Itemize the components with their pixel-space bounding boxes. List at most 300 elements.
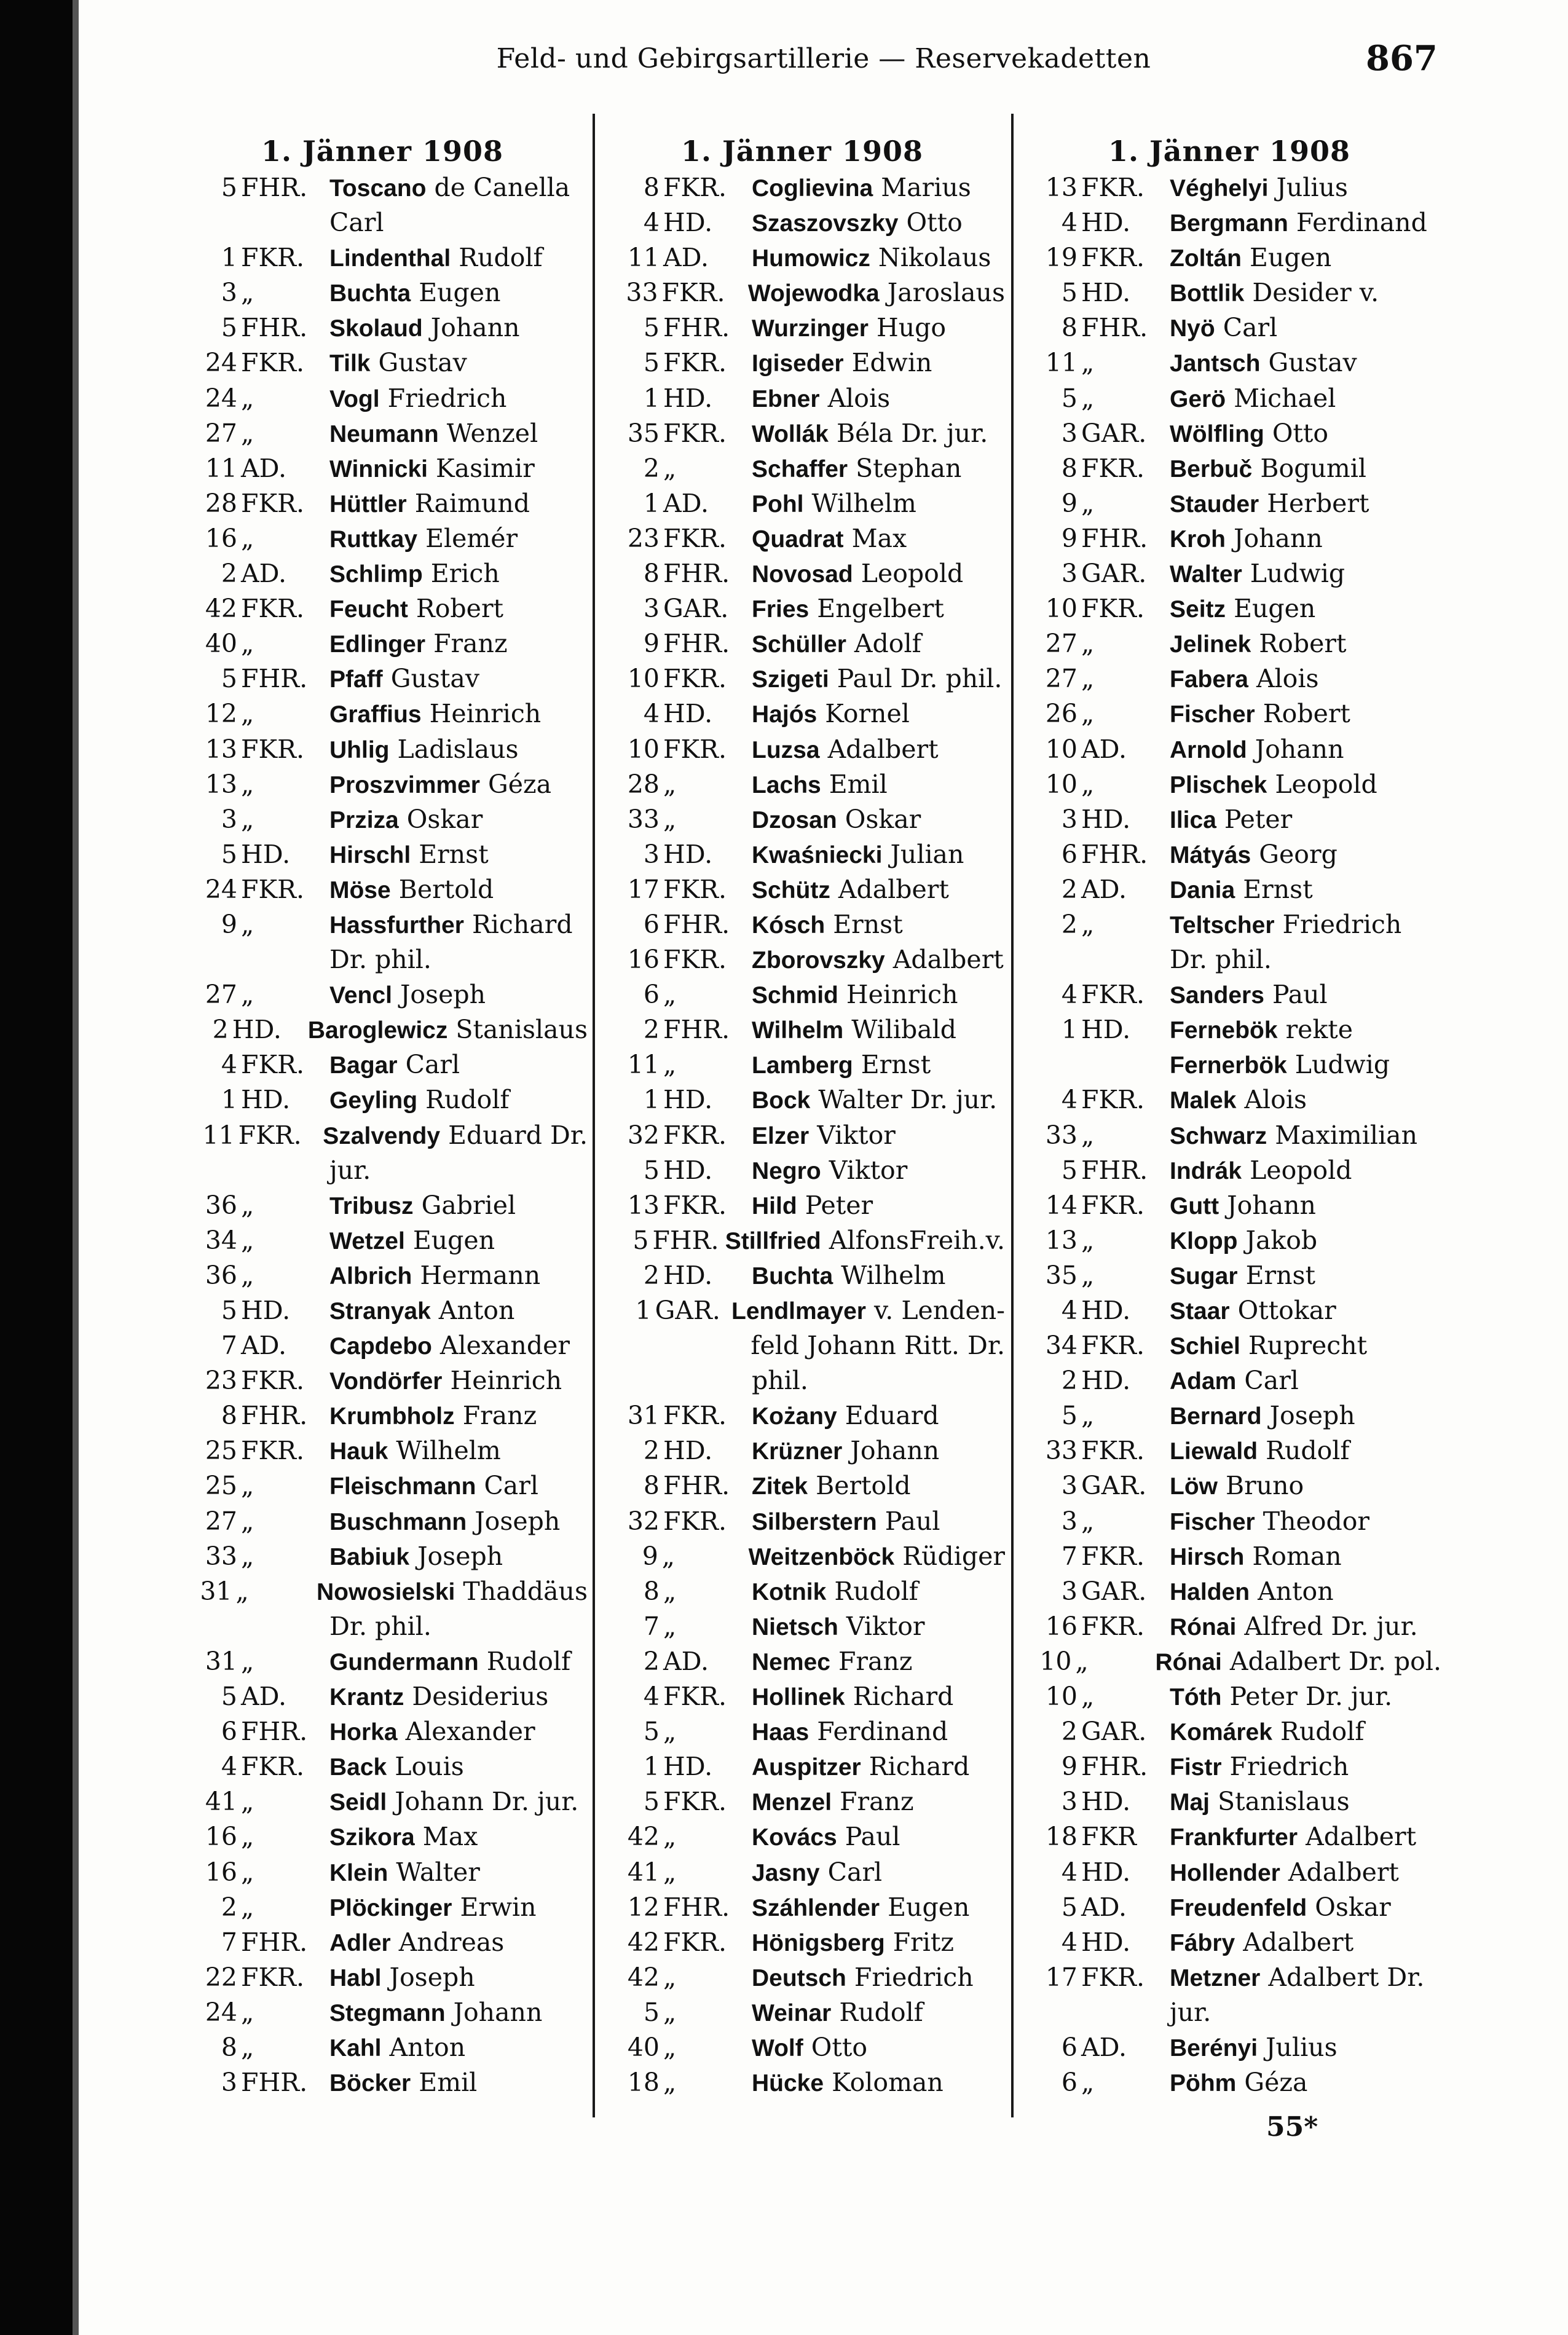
given-name: Raimund xyxy=(406,488,530,518)
signature-mark: 55* xyxy=(1266,2111,1318,2143)
list-item xyxy=(599,1995,1005,2030)
surname: Dania xyxy=(1170,876,1235,904)
person-name xyxy=(1170,661,1441,696)
unit-abbreviation: „ xyxy=(1081,1260,1095,1290)
list-item xyxy=(1017,345,1441,380)
person-name xyxy=(1170,1504,1441,1539)
regiment-number: 24 xyxy=(205,383,237,413)
regiment-number: 9 xyxy=(643,629,660,659)
person-name xyxy=(752,1118,1005,1153)
given-name: Ernst xyxy=(853,1050,931,1080)
given-name: Ottokar xyxy=(1229,1296,1336,1325)
surname: Tribusz xyxy=(329,1192,414,1219)
regiment-number: 1 xyxy=(643,383,660,413)
regiment-number: 9 xyxy=(1061,488,1078,518)
regiment-number: 9 xyxy=(221,909,237,939)
unit-abbreviation: „ xyxy=(241,383,254,413)
person-name xyxy=(752,416,1005,451)
given-name: Ferdinand xyxy=(809,1717,948,1747)
unit-abbreviation: FKR. xyxy=(663,1401,727,1431)
unit-abbreviation: FKR. xyxy=(661,278,725,308)
surname: Rónai xyxy=(1170,1613,1237,1640)
regiment-number: 31 xyxy=(627,1401,660,1431)
person-name xyxy=(752,1609,1005,1644)
given-name: Friedrich xyxy=(846,1962,974,1992)
surname: Schlimp xyxy=(329,561,423,588)
surname: Löw xyxy=(1170,1473,1218,1500)
list-item xyxy=(599,1574,1005,1609)
given-name: Richard xyxy=(463,909,573,939)
surname: Walter xyxy=(1170,561,1242,588)
surname: Frankfurter xyxy=(1170,1824,1298,1851)
list-item xyxy=(1017,1749,1441,1784)
column-rule xyxy=(593,114,595,2117)
list-item xyxy=(599,1328,1005,1363)
given-name: Oskar xyxy=(1307,1892,1391,1922)
unit-abbreviation: HD. xyxy=(1081,1296,1131,1325)
surname: Neumann xyxy=(329,420,439,447)
list-item xyxy=(1017,1714,1441,1749)
list-item xyxy=(1017,451,1441,486)
unit-abbreviation: FHR. xyxy=(663,313,730,343)
unit-abbreviation: „ xyxy=(1081,383,1095,413)
surname: Szalvendy xyxy=(323,1122,441,1149)
surname: Kovács xyxy=(752,1824,837,1851)
person-name xyxy=(329,486,588,521)
unit-abbreviation: „ xyxy=(1081,664,1095,694)
regiment-number: 32 xyxy=(627,1506,660,1536)
surname: Novosad xyxy=(752,561,853,588)
surname: Möse xyxy=(329,876,391,904)
unit-abbreviation: FKR. xyxy=(1081,1085,1144,1115)
person-name xyxy=(329,1398,588,1433)
person-name xyxy=(752,1047,1005,1082)
person-name xyxy=(752,732,1005,767)
given-name: Edwin xyxy=(843,348,932,378)
person-name xyxy=(329,591,588,626)
person-name xyxy=(752,2030,1005,2065)
regiment-number: 8 xyxy=(643,1471,660,1501)
surname: Kotnik xyxy=(752,1578,827,1605)
given-name: Gabriel xyxy=(413,1190,516,1220)
regiment-number: 5 xyxy=(221,173,237,202)
surname: Berényi xyxy=(1170,2034,1258,2061)
list-item xyxy=(177,1258,588,1293)
given-name: Richard xyxy=(861,1752,970,1782)
list-item xyxy=(1017,1960,1441,1995)
list-item xyxy=(177,2030,588,2065)
unit-abbreviation xyxy=(660,1363,752,1398)
given-name: Nikolaus xyxy=(870,243,991,273)
unit-abbreviation xyxy=(237,1609,329,1644)
given-name: Michael xyxy=(1226,383,1336,413)
given-name: Rudolf xyxy=(826,1576,918,1606)
surname: Klopp xyxy=(1170,1227,1238,1254)
given-name: Géza xyxy=(479,769,552,799)
list-item xyxy=(177,696,588,731)
given-name: Oskar xyxy=(398,804,483,834)
unit-abbreviation: FHR. xyxy=(663,1015,730,1045)
person-name xyxy=(752,205,1005,240)
person-name xyxy=(329,907,588,942)
regiment-number: 3 xyxy=(1061,1471,1078,1501)
regiment-number: 5 xyxy=(1061,1155,1078,1185)
list-item xyxy=(177,1082,588,1117)
surname: Szigeti xyxy=(752,666,829,693)
list-item xyxy=(177,1925,588,1960)
regiment-number: 8 xyxy=(221,2032,237,2062)
given-name: Dr. phil. xyxy=(1170,945,1272,975)
regiment-number: 32 xyxy=(627,1120,660,1150)
list-item xyxy=(177,345,588,380)
list-item xyxy=(1017,1539,1441,1574)
given-name: Ernst xyxy=(1237,1260,1316,1290)
given-name: phil. xyxy=(752,1366,808,1396)
surname: Schmid xyxy=(752,982,838,1009)
regiment-number: 33 xyxy=(627,804,660,834)
list-item xyxy=(177,1433,588,1468)
list-item xyxy=(177,1539,588,1574)
person-name xyxy=(329,1188,588,1223)
given-name: Ernst xyxy=(1235,874,1313,904)
list-item xyxy=(177,205,588,240)
surname: Wurzinger xyxy=(752,315,869,342)
given-name: Dr. phil. xyxy=(329,1611,431,1641)
column-rule xyxy=(1011,114,1014,2117)
unit-abbreviation: „ xyxy=(241,804,254,834)
list-item xyxy=(177,451,588,486)
person-name xyxy=(329,802,588,837)
given-name: Hermann xyxy=(412,1260,541,1290)
surname: Ilica xyxy=(1170,806,1216,833)
surname: Metzner xyxy=(1170,1964,1261,1991)
surname: Habl xyxy=(329,1964,382,1991)
given-name: Franz xyxy=(454,1401,537,1431)
given-name: Carl xyxy=(1215,313,1278,343)
regiment-number xyxy=(177,942,237,977)
regiment-number: 23 xyxy=(205,1366,237,1396)
regiment-number: 10 xyxy=(1045,734,1078,764)
unit-abbreviation: GAR. xyxy=(1081,418,1147,448)
person-name xyxy=(1170,521,1441,556)
person-name xyxy=(752,486,1005,521)
person-name xyxy=(752,1258,1005,1293)
list-item xyxy=(1017,2030,1441,2065)
surname: Humowicz xyxy=(752,245,870,272)
list-item xyxy=(599,1293,1005,1328)
list-item xyxy=(1017,696,1441,731)
list-item xyxy=(599,1679,1005,1714)
list-item xyxy=(1017,1890,1441,1925)
unit-abbreviation: FHR. xyxy=(241,173,308,202)
given-name: Joseph xyxy=(1261,1401,1355,1431)
unit-abbreviation: GAR. xyxy=(663,594,729,624)
surname: Krüzner xyxy=(752,1438,843,1465)
person-name xyxy=(329,381,588,416)
given-name: Fritz xyxy=(884,1927,954,1957)
surname: Feucht xyxy=(329,596,408,623)
unit-abbreviation: „ xyxy=(241,1471,254,1501)
unit-abbreviation: FHR. xyxy=(663,629,730,659)
list-item xyxy=(599,802,1005,837)
list-item xyxy=(599,1012,1005,1047)
person-name xyxy=(1170,556,1441,591)
given-name: Ernst xyxy=(411,839,489,869)
regiment-number: 2 xyxy=(221,1892,237,1922)
given-name: Alexander xyxy=(431,1331,570,1361)
given-name: Emil xyxy=(411,2068,478,2098)
unit-abbreviation: AD. xyxy=(241,1331,287,1361)
list-item xyxy=(177,1679,588,1714)
surname: Stranyak xyxy=(329,1298,431,1325)
list-item xyxy=(1017,1468,1441,1503)
given-name: Peter xyxy=(1216,804,1293,834)
unit-abbreviation: HD. xyxy=(663,1155,713,1185)
surname: Pohl xyxy=(752,490,804,518)
list-item xyxy=(1017,1819,1441,1854)
list-item xyxy=(599,1925,1005,1960)
person-name xyxy=(1170,1574,1441,1609)
person-name xyxy=(1170,1258,1441,1293)
given-name: Franz xyxy=(425,629,508,659)
surname: Fischer xyxy=(1170,1508,1255,1535)
person-name xyxy=(329,2065,588,2100)
person-name xyxy=(329,1609,588,1644)
list-item xyxy=(1017,1328,1441,1363)
list-item xyxy=(599,1047,1005,1082)
unit-abbreviation: FKR. xyxy=(663,734,727,764)
list-item xyxy=(599,1890,1005,1925)
regiment-number: 12 xyxy=(205,699,237,729)
regiment-number: 4 xyxy=(1061,208,1078,238)
regiment-number xyxy=(599,1328,659,1363)
unit-abbreviation: FHR. xyxy=(652,1225,719,1255)
person-name xyxy=(1170,802,1441,837)
given-name: Georg xyxy=(1251,839,1338,869)
given-name: Ruprecht xyxy=(1240,1331,1368,1361)
list-item xyxy=(1017,1679,1441,1714)
list-item xyxy=(1017,907,1441,942)
person-name xyxy=(1170,907,1441,942)
person-name xyxy=(752,170,1005,205)
person-name xyxy=(1170,1468,1441,1503)
list-item xyxy=(177,1223,588,1258)
regiment-number: 2 xyxy=(1061,909,1078,939)
regiment-number: 9 xyxy=(1061,523,1078,553)
given-name: Bertold xyxy=(808,1471,911,1501)
list-item xyxy=(599,451,1005,486)
unit-abbreviation: „ xyxy=(663,1857,677,1887)
person-name xyxy=(752,240,1005,275)
list-item xyxy=(1017,1855,1441,1890)
list-item xyxy=(177,240,588,275)
regiment-number: 42 xyxy=(627,1962,660,1992)
given-name: Eugen xyxy=(404,1225,495,1255)
list-item xyxy=(177,1398,588,1433)
unit-abbreviation: AD. xyxy=(663,488,709,518)
regiment-number: 27 xyxy=(1045,664,1078,694)
given-name: Leopold xyxy=(853,559,964,589)
given-name: Viktor xyxy=(838,1611,925,1641)
unit-abbreviation: „ xyxy=(1081,1682,1095,1712)
person-name xyxy=(752,1784,1005,1819)
list-item xyxy=(1017,1153,1441,1188)
person-name xyxy=(752,1995,1005,2030)
unit-abbreviation: FKR. xyxy=(1081,173,1144,202)
list-item xyxy=(599,1855,1005,1890)
given-name: Andreas xyxy=(390,1927,505,1957)
surname: Proszvimmer xyxy=(329,771,480,798)
regiment-number: 7 xyxy=(221,1331,237,1361)
regiment-number: 13 xyxy=(1045,1225,1078,1255)
surname: Hollinek xyxy=(752,1684,845,1711)
unit-abbreviation: AD. xyxy=(1081,874,1127,904)
surname: Hajós xyxy=(752,701,817,728)
list-item xyxy=(599,1153,1005,1188)
column-1 xyxy=(177,132,588,2100)
unit-abbreviation: „ xyxy=(241,1787,254,1817)
person-name xyxy=(1170,275,1441,310)
regiment-number: 17 xyxy=(1045,1962,1078,1992)
person-name xyxy=(329,1960,588,1995)
surname: Back xyxy=(329,1754,387,1781)
regiment-number xyxy=(177,1153,237,1188)
surname: Tóth xyxy=(1170,1684,1222,1711)
unit-abbreviation: „ xyxy=(241,418,254,448)
regiment-number: 5 xyxy=(643,313,660,343)
unit-abbreviation: „ xyxy=(663,1611,677,1641)
unit-abbreviation: FHR. xyxy=(241,664,308,694)
regiment-number: 2 xyxy=(643,453,660,483)
regiment-number: 24 xyxy=(205,874,237,904)
person-name xyxy=(1170,1855,1441,1890)
unit-abbreviation: FKR. xyxy=(1081,1436,1144,1466)
unit-abbreviation xyxy=(237,205,329,240)
regiment-number: 11 xyxy=(202,1120,235,1150)
regiment-number: 35 xyxy=(627,418,660,448)
unit-abbreviation: FHR. xyxy=(1081,313,1148,343)
surname: Stauder xyxy=(1170,490,1259,518)
list-item xyxy=(599,1363,1005,1398)
given-name: Theodor xyxy=(1255,1506,1369,1536)
regiment-number: 36 xyxy=(205,1260,237,1290)
surname: Dzosan xyxy=(752,806,837,833)
list-item xyxy=(1017,837,1441,872)
unit-abbreviation xyxy=(237,1153,329,1188)
given-name: Johann xyxy=(445,1997,543,2027)
surname: Schüller xyxy=(752,631,846,658)
regiment-number: 2 xyxy=(1061,1717,1078,1747)
person-name xyxy=(329,942,588,977)
unit-abbreviation: FKR. xyxy=(1081,453,1144,483)
list-item xyxy=(1017,1082,1441,1117)
regiment-number: 10 xyxy=(627,734,660,764)
regiment-number: 2 xyxy=(212,1015,229,1045)
list-item xyxy=(177,521,588,556)
regiment-number: 16 xyxy=(1045,1611,1078,1641)
regiment-number: 8 xyxy=(221,1401,237,1431)
surname: Kósch xyxy=(752,912,825,939)
regiment-number: 9 xyxy=(1061,1752,1078,1782)
person-name xyxy=(329,451,588,486)
unit-abbreviation: FKR. xyxy=(241,1050,304,1080)
unit-abbreviation: AD. xyxy=(1081,1892,1127,1922)
person-name xyxy=(329,170,588,205)
regiment-number: 12 xyxy=(627,1892,660,1922)
person-name xyxy=(1170,205,1441,240)
surname: Staar xyxy=(1170,1298,1230,1325)
list-item xyxy=(177,1293,588,1328)
unit-abbreviation: FKR. xyxy=(663,348,727,378)
surname: Wilhelm xyxy=(752,1017,844,1044)
unit-abbreviation: „ xyxy=(1081,699,1095,729)
unit-abbreviation: „ xyxy=(241,1892,254,1922)
unit-abbreviation xyxy=(1078,1047,1170,1082)
unit-abbreviation: „ xyxy=(663,804,677,834)
given-name: Wilhelm xyxy=(833,1260,946,1290)
list-item xyxy=(599,1398,1005,1433)
list-item xyxy=(177,626,588,661)
list-item xyxy=(599,1223,1005,1258)
given-name: Julian xyxy=(882,839,964,869)
person-name xyxy=(752,837,1005,872)
person-name xyxy=(317,1574,588,1609)
regiment-number: 6 xyxy=(1061,2068,1078,2098)
person-name xyxy=(329,1644,588,1679)
surname: Zoltán xyxy=(1170,245,1242,272)
given-name: Gustav xyxy=(1260,348,1357,378)
regiment-number: 3 xyxy=(1061,804,1078,834)
regiment-number: 28 xyxy=(627,769,660,799)
list-item xyxy=(599,591,1005,626)
given-name: Joseph xyxy=(409,1541,503,1571)
regiment-number xyxy=(177,205,237,240)
surname: Fabera xyxy=(1170,666,1248,693)
surname: Coglievina xyxy=(752,175,873,202)
regiment-number: 42 xyxy=(627,1927,660,1957)
unit-abbreviation: HD. xyxy=(663,699,713,729)
list-item xyxy=(1017,2065,1441,2100)
person-name xyxy=(1170,1679,1441,1714)
given-name: Otto xyxy=(803,2032,868,2062)
unit-abbreviation: „ xyxy=(241,2032,254,2062)
person-name xyxy=(752,1468,1005,1503)
given-name: Rudolf xyxy=(1272,1717,1365,1747)
person-name xyxy=(752,1504,1005,1539)
regiment-number: 10 xyxy=(1045,769,1078,799)
unit-abbreviation: FKR. xyxy=(663,1506,727,1536)
regiment-number: 5 xyxy=(1061,1401,1078,1431)
list-item xyxy=(1017,416,1441,451)
unit-abbreviation: FKR. xyxy=(1081,243,1144,273)
person-name xyxy=(1170,1609,1441,1644)
given-name: feld Johann Ritt. Dr. xyxy=(751,1331,1005,1361)
list-item xyxy=(177,1504,588,1539)
given-name: Max xyxy=(414,1822,478,1852)
unit-abbreviation: FHR. xyxy=(663,559,730,589)
unit-abbreviation: FKR. xyxy=(1081,594,1144,624)
unit-abbreviation: „ xyxy=(1081,488,1095,518)
given-name: Wilibald xyxy=(843,1015,957,1045)
list-item xyxy=(599,170,1005,205)
unit-abbreviation: „ xyxy=(663,1822,677,1852)
list-item xyxy=(177,1363,588,1398)
surname: Vogl xyxy=(329,385,380,412)
given-name: Alois xyxy=(1236,1085,1307,1115)
unit-abbreviation: „ xyxy=(241,278,254,308)
list-item xyxy=(599,872,1005,907)
unit-abbreviation: AD. xyxy=(663,243,709,273)
